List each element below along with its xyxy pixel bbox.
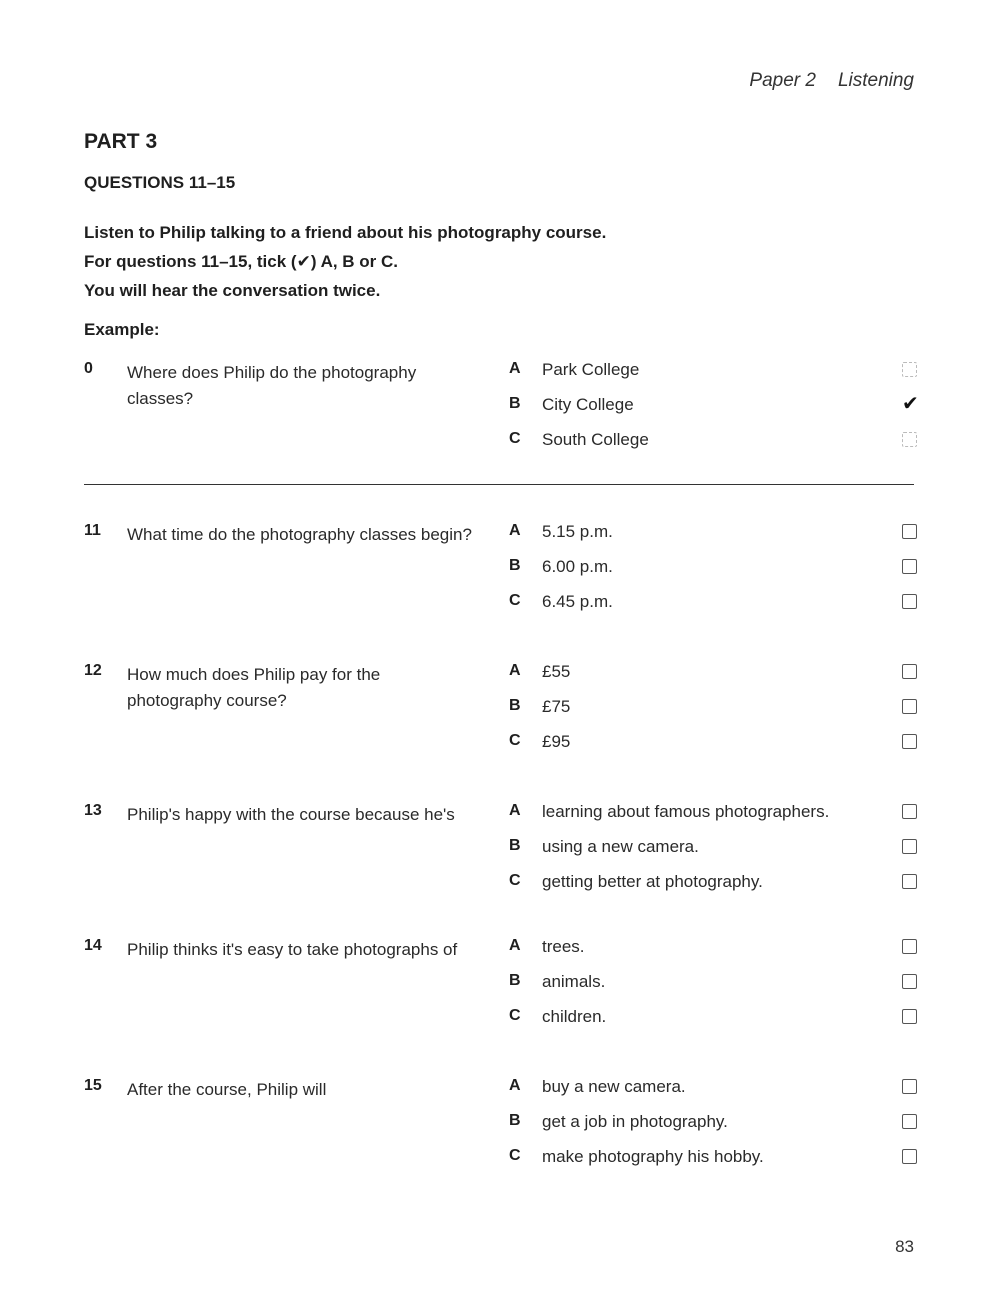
- option-text: 6.45 p.m.: [542, 592, 613, 611]
- divider: [84, 484, 914, 485]
- option-a: [509, 937, 919, 963]
- option-letter: B: [509, 972, 521, 989]
- paper-label: Paper 2: [749, 70, 816, 91]
- instructions: [84, 218, 606, 305]
- section-label: Listening: [837, 70, 914, 91]
- answer-checkbox[interactable]: [902, 1009, 917, 1024]
- option-letter: A: [509, 802, 521, 819]
- question-text: Philip thinks it's easy to take photographs of: [127, 940, 458, 959]
- answer-checkbox[interactable]: [902, 1114, 917, 1129]
- option-letter: C: [509, 592, 521, 609]
- question-11: [84, 522, 924, 632]
- answer-checkbox[interactable]: [902, 874, 917, 889]
- answer-checkbox[interactable]: [902, 1149, 917, 1164]
- option-b: [509, 972, 919, 998]
- part-title: PART 3: [84, 130, 158, 153]
- option-text: animals.: [542, 972, 606, 991]
- option-b: [509, 395, 919, 421]
- answer-checkbox[interactable]: [902, 974, 917, 989]
- option-letter: B: [509, 395, 521, 412]
- example-question: [84, 360, 924, 470]
- option-c: [509, 872, 919, 898]
- option-c: [509, 1007, 919, 1033]
- option-text: children.: [542, 1007, 607, 1026]
- answer-checkbox[interactable]: [902, 594, 917, 609]
- question-number: 0: [84, 360, 93, 377]
- option-text: trees.: [542, 937, 585, 956]
- option-text: make photography his hobby.: [542, 1147, 764, 1166]
- option-a: [509, 360, 919, 386]
- question-number: 12: [84, 662, 102, 679]
- option-text: using a new camera.: [542, 837, 699, 856]
- option-text: get a job in photography.: [542, 1112, 728, 1131]
- option-text: getting better at photography.: [542, 872, 763, 891]
- question-number: 15: [84, 1077, 102, 1094]
- page-header: [749, 70, 914, 92]
- answer-checkbox[interactable]: [902, 804, 917, 819]
- option-text: £95: [542, 732, 571, 751]
- question-15: [84, 1077, 924, 1187]
- question-number: 13: [84, 802, 102, 819]
- option-text: 5.15 p.m.: [542, 522, 613, 541]
- question-text: After the course, Philip will: [127, 1080, 327, 1099]
- option-letter: A: [509, 1077, 521, 1094]
- answer-checkbox[interactable]: [902, 664, 917, 679]
- option-text: £75: [542, 697, 571, 716]
- answer-checkbox[interactable]: [902, 939, 917, 954]
- option-letter: A: [509, 937, 521, 954]
- option-b: [509, 1112, 919, 1138]
- option-letter: B: [509, 837, 521, 854]
- answer-checkbox[interactable]: [902, 699, 917, 714]
- answer-checkbox-checked[interactable]: [902, 397, 917, 412]
- question-text: Where does Philip do the photography classes?: [127, 363, 417, 408]
- question-number: 14: [84, 937, 102, 954]
- page-number: 83: [895, 1237, 914, 1256]
- option-letter: C: [509, 1007, 521, 1024]
- option-a: [509, 522, 919, 548]
- instruction-line: You will hear the conversation twice.: [84, 281, 381, 300]
- option-text: learning about famous photographers.: [542, 802, 830, 821]
- option-text: City College: [542, 395, 634, 414]
- answer-checkbox[interactable]: [902, 432, 917, 447]
- question-14: [84, 937, 924, 1047]
- answer-checkbox[interactable]: [902, 734, 917, 749]
- option-a: [509, 662, 919, 688]
- question-12: [84, 662, 924, 772]
- question-text: Philip's happy with the course because he's: [127, 805, 455, 824]
- option-c: [509, 1147, 919, 1173]
- option-letter: B: [509, 557, 521, 574]
- answer-checkbox[interactable]: [902, 524, 917, 539]
- option-b: [509, 557, 919, 583]
- instruction-line: Listen to Philip talking to a friend about his photography course.: [84, 223, 607, 242]
- option-a: [509, 802, 919, 828]
- option-letter: C: [509, 732, 521, 749]
- question-text: What time do the photography classes begin?: [127, 525, 472, 544]
- answer-checkbox[interactable]: [902, 1079, 917, 1094]
- questions-range: QUESTIONS 11–15: [84, 173, 236, 192]
- option-letter: A: [509, 360, 521, 377]
- option-text: Park College: [542, 360, 640, 379]
- answer-checkbox[interactable]: [902, 839, 917, 854]
- option-c: [509, 430, 919, 456]
- option-letter: A: [509, 662, 521, 679]
- option-c: [509, 732, 919, 758]
- option-text: buy a new camera.: [542, 1077, 686, 1096]
- option-letter: C: [509, 1147, 521, 1164]
- question-number: 11: [84, 522, 101, 539]
- option-text: £55: [542, 662, 571, 681]
- example-label: Example:: [84, 320, 160, 339]
- option-a: [509, 1077, 919, 1103]
- option-letter: B: [509, 1112, 521, 1129]
- option-c: [509, 592, 919, 618]
- question-text: How much does Philip pay for the photography course?: [127, 665, 381, 710]
- instruction-line: For questions 11–15, tick (✔) A, B or C.: [84, 252, 399, 271]
- question-13: [84, 802, 924, 912]
- option-text: South College: [542, 430, 649, 449]
- option-b: [509, 697, 919, 723]
- option-letter: B: [509, 697, 521, 714]
- option-text: 6.00 p.m.: [542, 557, 613, 576]
- option-letter: C: [509, 872, 521, 889]
- option-letter: A: [509, 522, 521, 539]
- option-b: [509, 837, 919, 863]
- answer-checkbox[interactable]: [902, 559, 917, 574]
- option-letter: C: [509, 430, 521, 447]
- answer-checkbox[interactable]: [902, 362, 917, 377]
